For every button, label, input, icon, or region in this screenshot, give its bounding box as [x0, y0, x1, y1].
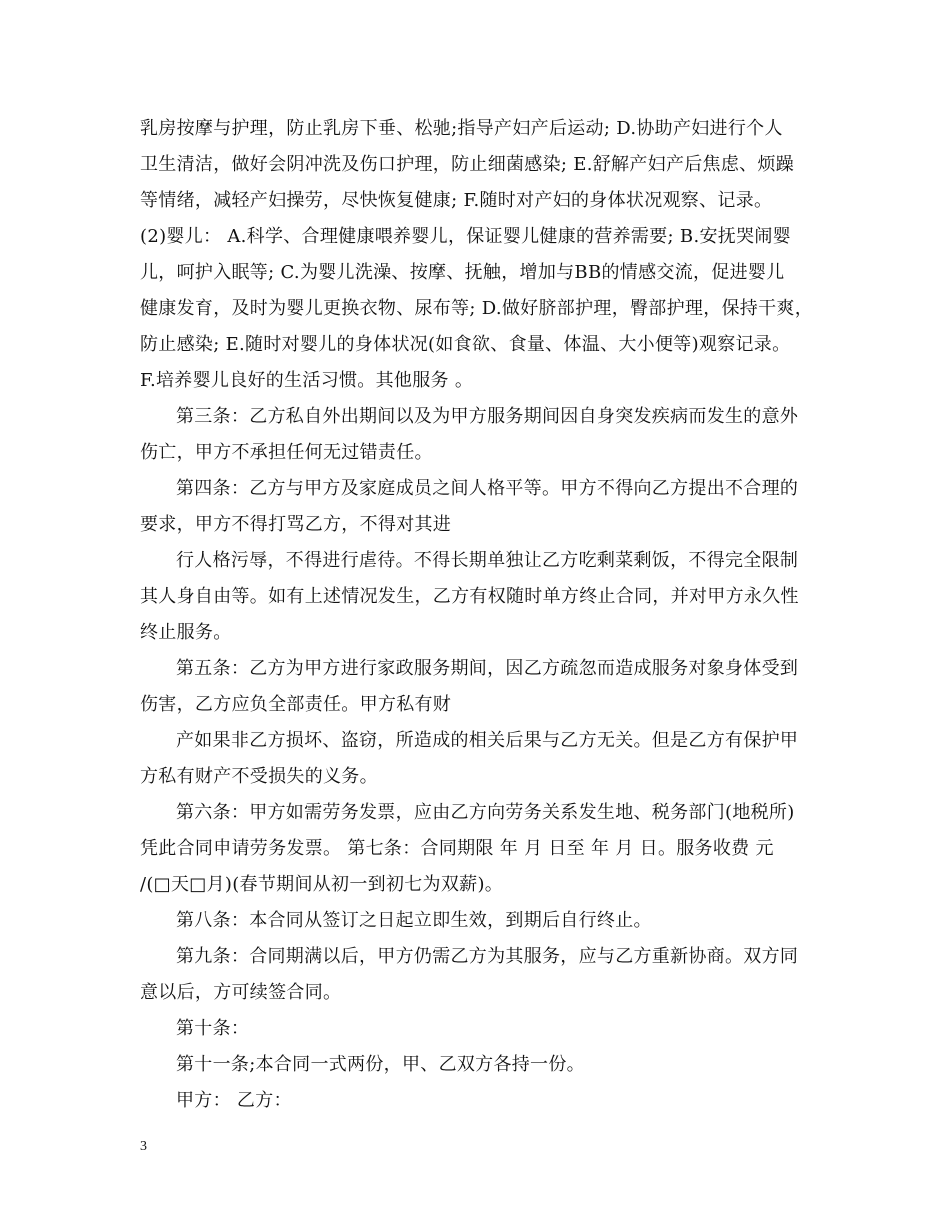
text-line: 产如果非乙方损坏、盗窃，所造成的相关后果与乙方无关。但是乙方有保护甲	[176, 730, 799, 751]
text-line: 伤害，乙方应负全部责任。甲方私有财	[140, 694, 452, 715]
signature-line: 甲方： 乙方：	[176, 1090, 292, 1111]
clause-nine-line: 第九条：合同期满以后，甲方仍需乙方为其服务，应与乙方重新协商。双方同	[176, 946, 799, 967]
text-line: (2)婴儿： A.科学、合理健康喂养婴儿，保证婴儿健康的营养需要; B.安抚哭闹婴	[140, 226, 791, 247]
text-line: 儿，呵护入眠等; C.为婴儿洗澡、按摩、抚触，增加与BB的情感交流，促进婴儿	[140, 262, 785, 283]
text-line: 终止服务。	[140, 622, 232, 643]
text-line: 行人格污辱，不得进行虐待。不得长期单独让乙方吃剩菜剩饭，不得完全限制	[176, 550, 799, 571]
text-line: 防止感染; E.随时对婴儿的身体状况(如食欲、食量、体温、大小便等)观察记录。	[140, 334, 791, 355]
text-line: 其人身自由等。如有上述情况发生，乙方有权随时单方终止合同，并对甲方永久性	[140, 586, 799, 607]
text-line: 意以后，方可续签合同。	[140, 982, 342, 1003]
clause-ten-line: 第十条：	[176, 1018, 250, 1039]
text-line: 乳房按摩与护理，防止乳房下垂、松驰;指导产妇产后运动; D.协助产妇进行个人	[140, 118, 783, 139]
clause-five-line: 第五条：乙方为甲方进行家政服务期间，因乙方疏忽而造成服务对象身体受到	[176, 658, 799, 679]
text-line: /(□天□月)(春节期间从初一到初七为双薪)。	[140, 874, 504, 895]
clause-four-line: 第四条：乙方与甲方及家庭成员之间人格平等。甲方不得向乙方提出不合理的	[176, 478, 799, 499]
text-line: 方私有财产不受损失的义务。	[140, 766, 378, 787]
page-number: 3	[140, 1139, 147, 1154]
clause-eleven-line: 第十一条;本合同一式两份，甲、乙双方各持一份。	[176, 1054, 585, 1075]
clause-six-line: 第六条：甲方如需劳务发票，应由乙方向劳务关系发生地、税务部门(地税所)	[176, 802, 795, 823]
text-line: 凭此合同申请劳务发票。 第七条：合同期限 年 月 日至 年 月 日。服务收费 元	[140, 838, 774, 859]
clause-three-line: 第三条：乙方私自外出期间以及为甲方服务期间因自身突发疾病而发生的意外	[176, 406, 799, 427]
clause-eight-line: 第八条：本合同从签订之日起立即生效，到期后自行终止。	[176, 910, 652, 931]
text-line: 健康发育，及时为婴儿更换衣物、尿布等; D.做好脐部护理，臀部护理，保持干爽，	[140, 298, 813, 319]
text-line: 伤亡，甲方不承担任何无过错责任。	[140, 442, 433, 463]
text-line: F.培养婴儿良好的生活习惯。其他服务 。	[140, 370, 474, 391]
text-line: 要求，甲方不得打骂乙方，不得对其进	[140, 514, 452, 535]
text-line: 等情绪，减轻产妇操劳，尽快恢复健康; F.随时对产妇的身体状况观察、记录。	[140, 190, 773, 211]
text-line: 卫生清洁，做好会阴冲洗及伤口护理，防止细菌感染; E.舒解产妇产后焦虑、烦躁	[140, 154, 795, 175]
